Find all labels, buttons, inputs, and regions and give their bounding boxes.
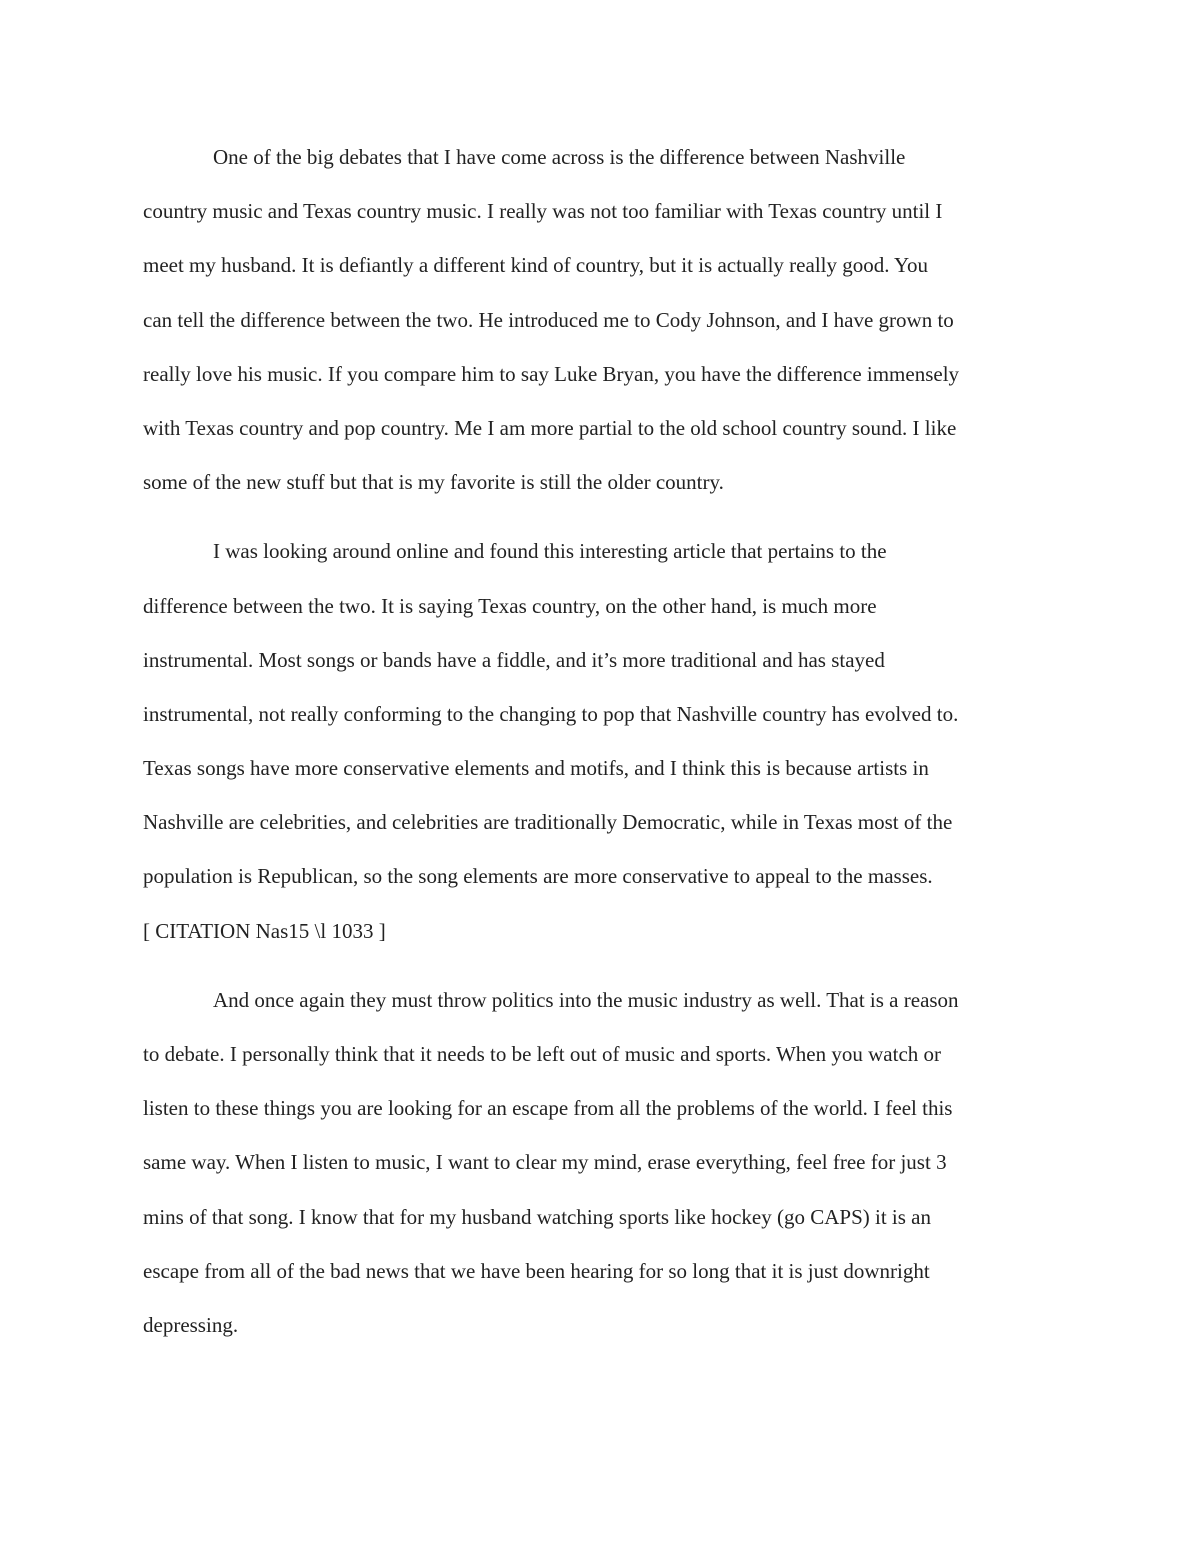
paragraph-line: difference between the two. It is saying Texas country, on the other hand, is much more — [143, 593, 877, 618]
paragraph-line: instrumental. Most songs or bands have a fiddle, and it’s more traditional and has stayed — [143, 647, 885, 672]
paragraph-line: One of the big debates that I have come across is the difference between Nashville — [213, 145, 906, 169]
paragraph-line: Texas songs have more conservative elements and motifs, and I think this is because artists in — [143, 756, 929, 781]
paragraph-line: depressing. — [143, 1312, 239, 1337]
paragraph-line: country music and Texas country music. I really was not too familiar with Texas country until I — [143, 199, 943, 224]
paragraph-line: Nashville are celebrities, and celebrities are traditionally Democratic, while in Texas most of the — [143, 810, 953, 835]
paragraph-1 — [143, 140, 1063, 519]
paragraph-line: And once again they must throw politics into the music industry as well. That is a reason — [213, 987, 959, 1012]
paragraph-line: really love his music. If you compare him to say Luke Bryan, you have the difference immensely — [143, 361, 960, 386]
paragraph-line: listen to these things you are looking for an escape from all the problems of the world. I feel this — [143, 1096, 953, 1121]
paragraph-line: same way. When I listen to music, I want to clear my mind, erase everything, feel free for just 3 — [143, 1150, 947, 1175]
citation-field: [ CITATION Nas15 \l 1033 ] — [143, 918, 386, 943]
document-body — [143, 140, 1063, 1362]
paragraph-2 — [143, 534, 1063, 968]
paragraph-line: I was looking around online and found this interesting article that pertains to the — [213, 539, 887, 564]
paragraph-line: can tell the difference between the two. He introduced me to Cody Johnson, and I have grown to — [143, 307, 954, 332]
paragraph-line: population is Republican, so the song elements are more conservative to appeal to the masses. — [143, 864, 933, 889]
paragraph-line: mins of that song. I know that for my husband watching sports like hockey (go CAPS) it is an — [143, 1204, 932, 1229]
paragraph-line: instrumental, not really conforming to the changing to pop that Nashville country has evolved to. — [143, 701, 959, 726]
paragraph-line: to debate. I personally think that it needs to be left out of music and sports. When you watch or — [143, 1042, 942, 1066]
paragraph-line: with Texas country and pop country. Me I am more partial to the old school country sound. I like — [143, 415, 957, 440]
paragraph-3 — [143, 983, 1063, 1362]
paragraph-line: some of the new stuff but that is my favorite is still the older country. — [143, 470, 724, 495]
paragraph-line: meet my husband. It is defiantly a different kind of country, but it is actually really good. You — [143, 253, 929, 278]
paragraph-line: escape from all of the bad news that we have been hearing for so long that it is just downright — [143, 1258, 930, 1283]
